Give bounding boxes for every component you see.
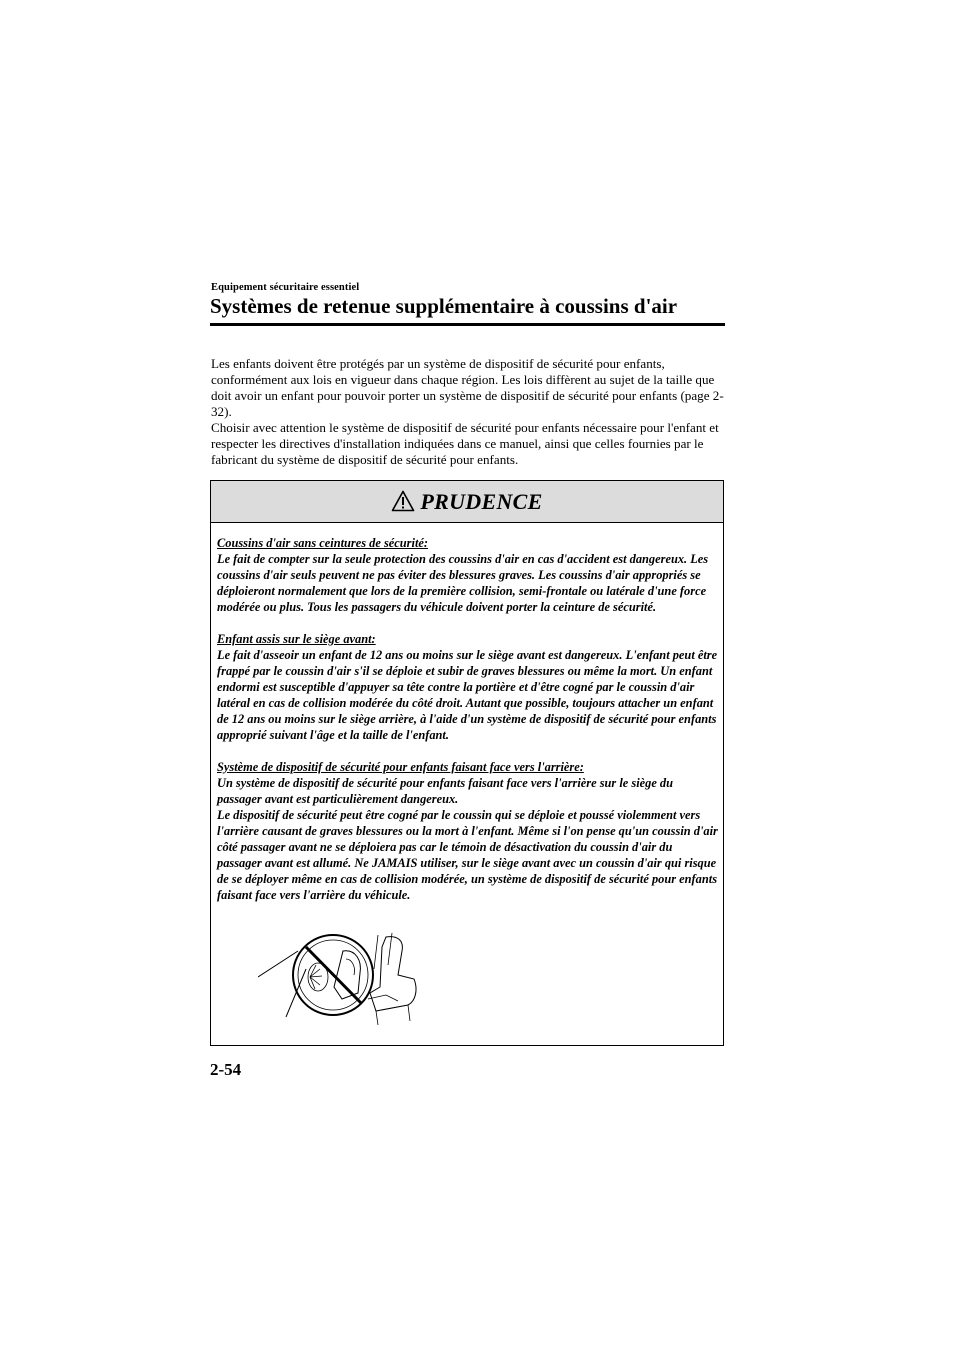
caution-box — [210, 480, 724, 1046]
page-title: Systèmes de retenue supplémentaire à coussins d'air — [210, 294, 678, 318]
intro-paragraph-1: Les enfants doivent être protégés par un système de dispositif de sécurité pour enfants, conformément aux lois en vigueur dans chaque région. Les lois diffèrent au sujet de la taille que doit avoir un enfant pour pouvoir porter un système de dispositif de sécurité pour enfants (page 2-32). — [211, 356, 724, 419]
caution-section-rear-facing — [217, 759, 718, 903]
warning-triangle-icon — [391, 492, 415, 512]
caution-title: PRUDENCE — [420, 488, 543, 514]
caution-section-front-seat — [217, 631, 718, 743]
caution-text: Le dispositif de sécurité peut être cogné par le coussin qui se déploie et poussé violemment vers l'arrière causant de graves blessures ou la mort à l'enfant. Même si l'on pense qu'un coussin d'air côté passager avant ne se déploiera pas car le témoin de désactivation du coussin d'air du passager avant est allumé. Ne JAMAIS utiliser, sur le siège avant avec un coussin d'air qui risque de se déployer même en cas de collision modérée, un système de dispositif de sécurité pour enfants faisant face vers l'arrière du véhicule. — [217, 808, 718, 902]
caution-heading: Enfant assis sur le siège avant: — [217, 632, 376, 646]
intro-paragraph-2: Choisir avec attention le système de dispositif de sécurité pour enfants nécessaire pour l'enfant et respecter les directives d'installation indiquées dans ce manuel, ainsi que celles fournies par le fabricant du système de dispositif de sécurité pour enfants. — [211, 420, 719, 467]
prohibited-rear-facing-child-seat-icon — [258, 929, 428, 1034]
caution-header — [211, 481, 723, 523]
title-rule — [210, 323, 725, 326]
caution-section-airbags — [217, 535, 718, 615]
caution-body — [211, 523, 723, 903]
caution-heading: Coussins d'air sans ceintures de sécurité: — [217, 536, 429, 550]
section-label: Equipement sécuritaire essentiel — [211, 282, 360, 293]
caution-text: Le fait de compter sur la seule protection des coussins d'air en cas d'accident est dangereux. Les coussins d'air seuls peuvent ne pas éviter des blessures graves. Les coussins d'air appropriés se déploieront normalement que lors de la première collision, semi-frontale ou latérale d'une force modérée ou plus. Tous les passagers du véhicule doivent porter la ceinture de sécurité. — [217, 552, 709, 614]
caution-text: Le fait d'asseoir un enfant de 12 ans ou moins sur le siège avant est dangereux. L'enfant peut être frappé par le coussin d'air s'il se déploie et subir de graves blessures ou même la mort. Un enfant endormi est susceptible d'appuyer sa tête contre la portière et d'être cogné par le coussin d'air latéral en cas de collision modérée du côté droit. Autant que possible, toujours attacher un enfant de 12 ans ou moins sur le siège arrière, à l'aide d'un système de dispositif de sécurité pour enfants approprié suivant l'âge et la taille de l'enfant. — [217, 648, 718, 742]
caution-text: Un système de dispositif de sécurité pour enfants faisant face vers l'arrière sur le siège du passager avant est particulièrement dangereux. — [217, 776, 674, 806]
page-number: 2-54 — [210, 1060, 242, 1079]
intro-text — [211, 356, 725, 468]
caution-heading: Système de dispositif de sécurité pour enfants faisant face vers l'arrière: — [217, 760, 584, 774]
